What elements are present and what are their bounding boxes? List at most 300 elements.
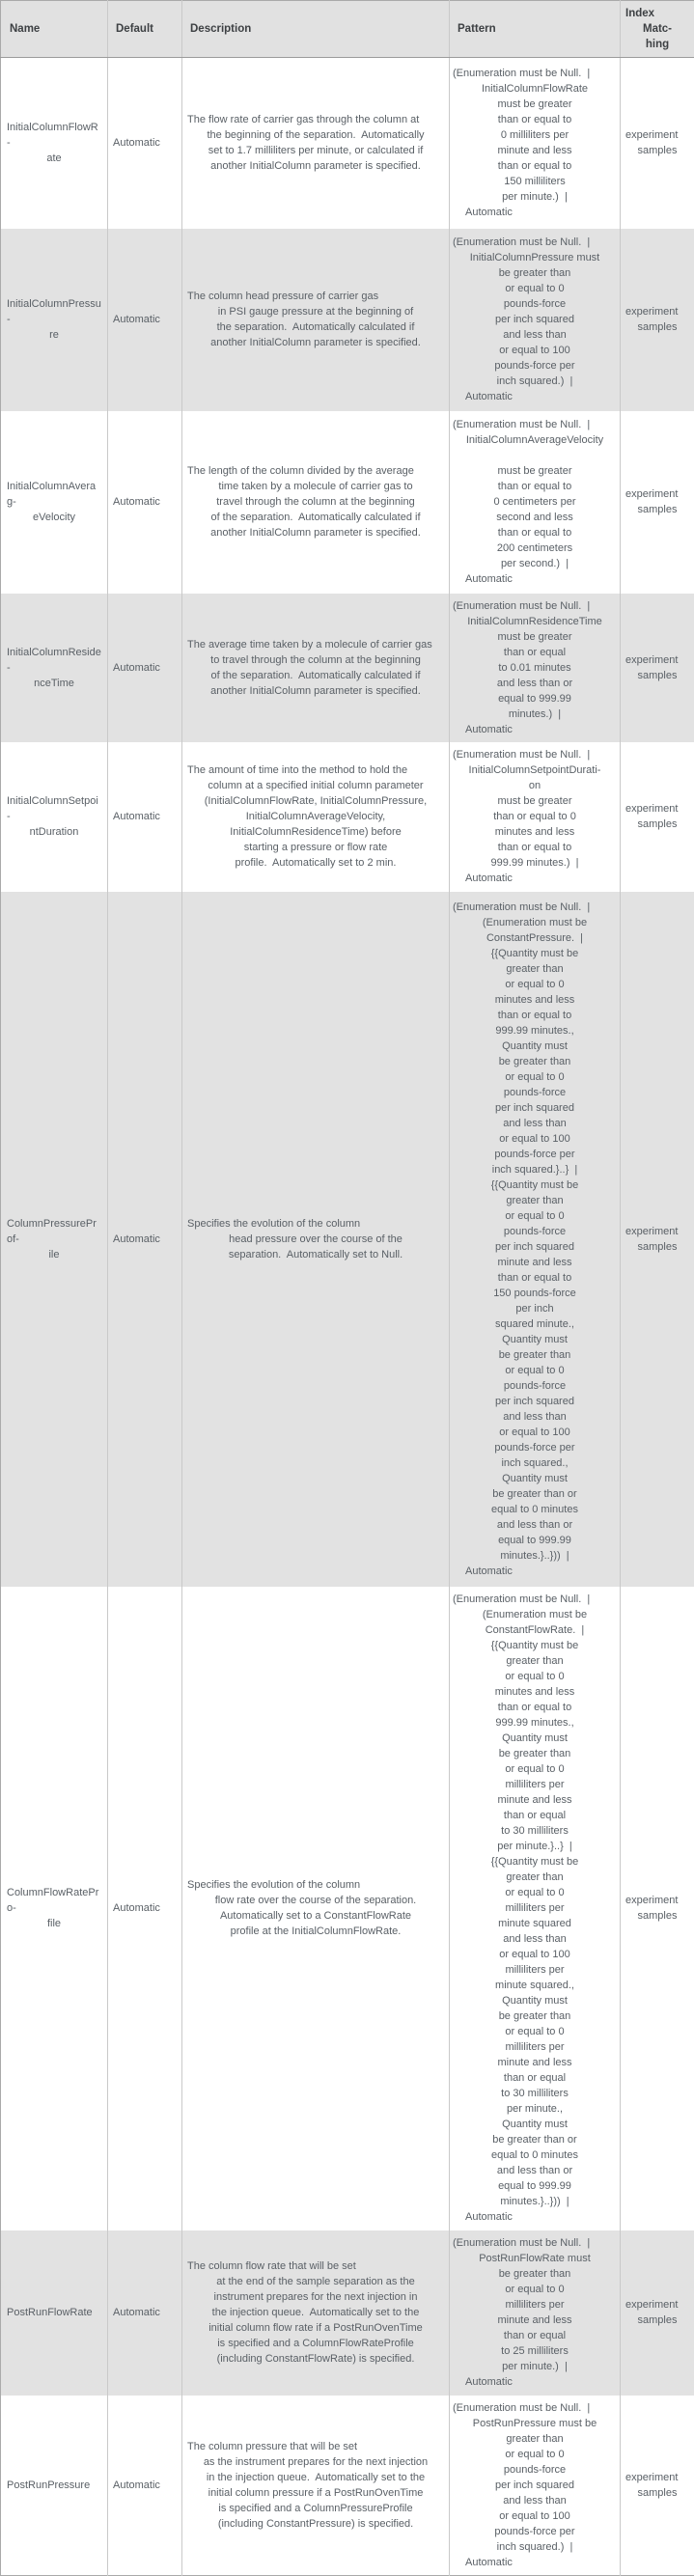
text-line: or equal to 0 [505, 1364, 565, 1376]
text-line: to 0.01 minutes [498, 661, 571, 674]
text-line: than or equal to [497, 1271, 572, 1284]
text-line: Automatic [465, 391, 513, 402]
option-default-value: Automatic [113, 496, 160, 508]
text-line: Specifies the evolution of the column [187, 1879, 361, 1891]
option-description [187, 289, 444, 350]
cell-option-pattern [450, 229, 621, 411]
text-line: InitialColumnFlowRate [481, 83, 589, 96]
option-index-matching [625, 1224, 689, 1255]
option-pattern [453, 900, 617, 1579]
text-line: minutes.}..})) | [500, 2196, 569, 2207]
table-row [1, 892, 694, 1587]
text-line: pounds-force [503, 298, 567, 310]
text-line: nceTime [34, 677, 74, 689]
column-header-description [182, 1, 450, 58]
text-line: starting a pressure or flow rate [243, 842, 388, 853]
text-line: per inch squared [495, 1395, 574, 1407]
text-line: per minute., [506, 2103, 564, 2115]
text-line: to 25 milliliters [501, 2345, 569, 2357]
text-line: is specified and a ColumnPressureProfile [218, 2502, 413, 2514]
option-index-matching [625, 2297, 689, 2328]
text-line: per inch [515, 1302, 554, 1315]
cell-option-pattern [450, 1587, 621, 2230]
text-line: must be greater [497, 630, 572, 643]
text-line: equal to 999.99 [498, 1534, 571, 1546]
text-line: or equal to 0 [505, 283, 565, 294]
text-line: The length of the column divided by the average [187, 465, 414, 477]
text-line: than or equal to [497, 160, 572, 173]
cell-option-index-matching [621, 892, 694, 1587]
cell-option-default [108, 892, 182, 1587]
text-line: be greater than [498, 1348, 571, 1361]
text-line: ntDuration [29, 826, 79, 838]
option-default-value: Automatic [113, 137, 160, 150]
text-line: than or equal to [497, 1009, 572, 1021]
text-line: (Enumeration must be Null. | [453, 599, 591, 612]
text-line: The column flow rate that will be set [187, 2260, 356, 2272]
text-line: file [46, 1918, 62, 1929]
text-line: pounds-force per [494, 1148, 575, 1160]
text-line: equal to 999.99 [498, 692, 571, 705]
table-row [1, 411, 694, 594]
text-line: be greater than [498, 1748, 571, 1759]
cell-option-pattern [450, 411, 621, 594]
text-line: minute and less [497, 1256, 572, 1268]
text-line: samples [637, 504, 678, 515]
text-line: hing [645, 39, 670, 50]
text-line: 999.99 minutes., [495, 1024, 574, 1037]
text-line: 150 pounds-force [493, 1287, 576, 1299]
text-line: second and less [496, 512, 573, 523]
text-line: time taken by a molecule of carrier gas to [218, 481, 413, 492]
text-line: Automatic [465, 2376, 513, 2388]
text-line: The average time taken by a molecule of carrier gas [187, 638, 432, 651]
text-line: and less than [503, 1410, 567, 1423]
text-line: Quantity must [502, 1333, 568, 1345]
cell-option-default [108, 594, 182, 742]
table-row [1, 229, 694, 411]
text-line: The column head pressure of carrier gas [187, 291, 379, 302]
text-line: per inch squared [495, 1240, 574, 1253]
text-line: greater than [506, 1194, 564, 1206]
cell-option-description [182, 2230, 450, 2396]
option-description [187, 762, 444, 871]
text-line: InitialColumnAverageVelocity, [245, 811, 386, 822]
cell-option-default [108, 2230, 182, 2396]
option-default-value: Automatic [113, 1233, 160, 1245]
cell-option-default [108, 742, 182, 892]
cell-option-description [182, 892, 450, 1587]
text-line: initial column pressure if a PostRunOvenTime [208, 2486, 424, 2499]
text-line: InitialColumnResidenceTime) before [230, 826, 402, 838]
text-line: to 30 milliliters [501, 1825, 569, 1837]
text-line: or equal to 0 [505, 1671, 565, 1682]
text-line: PostRunPressure must be [472, 2417, 597, 2429]
text-line: minute and less [497, 2057, 572, 2068]
option-pattern [453, 417, 617, 587]
text-line: ConstantPressure. | [486, 931, 584, 944]
text-line: than or equal [503, 2330, 567, 2341]
cell-option-index-matching [621, 1587, 694, 2230]
text-line: inch squared.) | [496, 375, 573, 387]
text-line: Quantity must [502, 2119, 568, 2130]
text-line: or equal to 100 [499, 1426, 570, 1438]
option-default-value: Automatic [113, 661, 160, 674]
cell-option-description [182, 1587, 450, 2230]
text-line: separation. Automatically set to Null. [228, 1248, 403, 1260]
text-line: InitialColumnAverag- [7, 481, 97, 508]
column-header-name [1, 1, 108, 58]
text-line: or equal to 100 [499, 1132, 570, 1145]
text-line: {{Quantity must be [490, 1856, 579, 1868]
text-line: {{Quantity must be [490, 1178, 579, 1191]
text-line: per minute.) | [502, 191, 568, 204]
cell-option-description [182, 742, 450, 892]
text-line: to travel through the column at the beginning [210, 653, 421, 666]
cell-option-name [1, 58, 108, 229]
text-line: greater than [506, 1871, 564, 1883]
text-line: another InitialColumn parameter is specified. [210, 337, 421, 348]
text-line: 0 milliliters per [500, 129, 569, 142]
cell-option-name [1, 594, 108, 742]
text-line: (Enumeration must be [482, 916, 588, 928]
table-header [1, 1, 694, 58]
option-index-matching [625, 127, 689, 158]
cell-option-index-matching [621, 594, 694, 742]
text-line: (including ConstantPressure) is specified. [217, 2517, 414, 2530]
text-line: Matc- [642, 23, 673, 35]
text-line: minute squared [498, 1918, 571, 1929]
text-line: minutes.) | [508, 707, 562, 720]
text-line: than or equal to [497, 1702, 572, 1713]
text-line: samples [637, 321, 678, 333]
text-line: {{Quantity must be [490, 1640, 579, 1651]
text-line: set to 1.7 milliliters per minute, or calculated if [208, 145, 424, 157]
cell-option-default [108, 411, 182, 594]
cell-option-index-matching [621, 742, 694, 892]
option-index-matching [625, 304, 689, 335]
text-line: be greater than [498, 2268, 571, 2280]
text-line: Automatic [465, 2211, 513, 2223]
option-pattern [453, 1592, 617, 2225]
text-line: pounds-force per [494, 2525, 575, 2537]
text-line: must be greater [497, 98, 572, 111]
text-line: or equal to 0 [505, 1209, 565, 1222]
text-line: 150 milliliters [504, 176, 566, 188]
cell-option-name [1, 742, 108, 892]
text-line: ColumnPressureProf- [7, 1217, 97, 1245]
text-line: ate [46, 152, 62, 165]
header-label [625, 6, 689, 52]
text-line: milliliters per [505, 1779, 565, 1790]
option-default-value: Automatic [113, 2479, 160, 2491]
cell-option-description [182, 58, 450, 229]
option-name [7, 1885, 101, 1931]
text-line: PostRunPressure [7, 2479, 91, 2491]
option-name [7, 296, 101, 343]
option-description [187, 2258, 444, 2367]
text-line: per minute.}..} | [497, 1841, 572, 1852]
cell-option-index-matching [621, 58, 694, 229]
text-line: InitialColumnSetpoi- [7, 795, 98, 822]
text-line: on [528, 780, 541, 791]
option-index-matching [625, 486, 689, 517]
text-line: experiment [625, 653, 679, 666]
option-description [187, 112, 444, 174]
text-line: Quantity must [502, 1472, 568, 1484]
text-line: (Enumeration must be Null. | [453, 900, 591, 913]
option-name [7, 1216, 101, 1262]
text-line: equal to 0 minutes [491, 1503, 578, 1515]
text-line: column at a specified initial column parameter [208, 780, 424, 791]
text-line: minute squared., [495, 1980, 574, 1991]
header-label: Default [116, 23, 153, 35]
text-line: Quantity must [502, 1039, 568, 1052]
text-line: and less than [503, 329, 567, 341]
text-line: inch squared., [501, 1456, 569, 1469]
text-line: experiment [625, 1895, 679, 1906]
text-line: or equal to 100 [499, 2509, 570, 2522]
text-line: (Enumeration must be Null. | [453, 2237, 591, 2249]
cell-option-pattern [450, 892, 621, 1587]
text-line: per inch squared [495, 1101, 574, 1114]
option-name [7, 793, 101, 840]
option-index-matching [625, 652, 689, 683]
cell-option-name [1, 229, 108, 411]
cell-option-default [108, 58, 182, 229]
header-label: Description [190, 23, 252, 35]
text-line: The column pressure that will be set [187, 2440, 358, 2452]
option-pattern [453, 2400, 617, 2570]
cell-option-pattern [450, 58, 621, 229]
cell-option-pattern [450, 742, 621, 892]
text-line: pounds-force [503, 1379, 567, 1392]
text-line: 200 centimeters [496, 542, 573, 554]
text-line: per minute.) | [502, 2361, 568, 2372]
text-line: another InitialColumn parameter is specified. [210, 684, 421, 697]
text-line: as the instrument prepares for the next injection [203, 2455, 429, 2468]
text-line: or equal to 0 [505, 1763, 565, 1775]
text-line: profile at the InitialColumnFlowRate. [230, 1925, 402, 1937]
text-line: milliliters per [505, 2299, 565, 2311]
text-line: and less than or [496, 2165, 573, 2176]
cell-option-index-matching [621, 2396, 694, 2576]
text-line: minutes and less [494, 993, 575, 1006]
text-line: another InitialColumn parameter is specified. [210, 160, 421, 173]
option-index-matching [625, 801, 689, 832]
text-line: than or equal to [497, 527, 572, 539]
cell-option-pattern [450, 2396, 621, 2576]
table-row [1, 2230, 694, 2396]
text-line: InitialColumnAverageVelocity [465, 434, 604, 446]
text-line: minutes and less [494, 1686, 575, 1698]
text-line: pounds-force [503, 1225, 567, 1237]
text-line: or equal to 100 [499, 345, 570, 356]
text-line: experiment [625, 306, 679, 318]
text-line: minute and less [497, 2314, 572, 2326]
text-line: minutes and less [494, 826, 575, 838]
cell-option-default [108, 2396, 182, 2576]
text-line: The amount of time into the method to hold the [187, 764, 408, 776]
text-line: and less than [503, 1117, 567, 1129]
option-pattern [453, 598, 617, 737]
text-line: to 30 milliliters [501, 2088, 569, 2099]
text-line: ConstantFlowRate. | [485, 1624, 585, 1636]
text-line: milliliters per [505, 1964, 565, 1976]
text-line: experiment [625, 488, 679, 500]
text-line: 0 centimeters per [493, 496, 576, 508]
cell-option-description [182, 2396, 450, 2576]
text-line: Quantity must [502, 1995, 568, 2007]
cell-option-default [108, 1587, 182, 2230]
text-line: Index [625, 8, 655, 19]
text-line: Automatically set to a ConstantFlowRate [219, 1910, 412, 1922]
option-name [7, 2478, 101, 2493]
text-line: be greater than or [492, 2134, 577, 2146]
text-line: flow rate over the course of the separation. [214, 1895, 417, 1906]
text-line: pounds-force per [494, 1441, 575, 1454]
text-line: is specified and a ColumnFlowRateProfile [217, 2338, 414, 2349]
text-line: than or equal to [497, 114, 572, 126]
column-header-index-matching [621, 1, 694, 58]
text-line: (Enumeration must be Null. | [453, 236, 591, 248]
text-line: be greater than [498, 2010, 571, 2022]
cell-option-description [182, 411, 450, 594]
text-line: (Enumeration must be Null. | [453, 419, 591, 430]
text-line: samples [637, 669, 678, 681]
text-line: the beginning of the separation. Automatically [207, 129, 425, 142]
text-line: (Enumeration must be Null. | [453, 68, 591, 80]
text-line: experiment [625, 2471, 679, 2483]
text-line: 999.99 minutes.) | [490, 857, 579, 869]
option-description [187, 637, 444, 699]
option-pattern [453, 2235, 617, 2390]
text-line: or equal to 0 [505, 2026, 565, 2037]
text-line: milliliters per [505, 2041, 565, 2053]
column-header-default [108, 1, 182, 58]
option-description [187, 1216, 444, 1262]
text-line: travel through the column at the beginning [216, 496, 415, 508]
text-line: ile [48, 1248, 60, 1260]
text-line: than or equal to [497, 842, 572, 853]
text-line: be greater than [498, 1055, 571, 1067]
text-line: the injection queue. Automatically set to the [211, 2307, 420, 2318]
text-line: at the end of the sample separation as the [216, 2276, 415, 2287]
text-line: InitialColumnResidenceTime [467, 615, 602, 627]
text-line: 999.99 minutes., [495, 1717, 574, 1729]
text-line: per inch squared [495, 2479, 574, 2491]
text-line: experiment [625, 129, 679, 142]
text-line: Automatic [465, 1565, 513, 1577]
text-line: another InitialColumn parameter is specified. [210, 527, 421, 539]
option-index-matching [625, 1893, 689, 1924]
text-line: than or equal to [497, 481, 572, 492]
text-line: or equal to 0 [505, 978, 565, 990]
option-name [7, 2305, 101, 2320]
cell-option-name [1, 411, 108, 594]
table-row [1, 594, 694, 742]
text-line: Automatic [465, 2556, 513, 2568]
text-line: samples [637, 2486, 678, 2499]
text-line: Automatic [465, 873, 513, 884]
cell-option-index-matching [621, 2230, 694, 2396]
text-line: experiment [625, 803, 679, 815]
text-line: in PSI gauge pressure at the beginning of [217, 306, 414, 318]
text-line: inch squared.}..} | [491, 1163, 578, 1176]
table-row [1, 58, 694, 229]
text-line: or equal to 100 [499, 1949, 570, 1960]
text-line: samples [637, 818, 678, 830]
option-name [7, 120, 101, 166]
text-line: or equal to 0 [505, 1070, 565, 1083]
cell-option-name [1, 2230, 108, 2396]
option-pattern [453, 235, 617, 404]
text-line: samples [637, 2314, 678, 2326]
text-line: minute and less [497, 1794, 572, 1806]
cell-option-index-matching [621, 411, 694, 594]
text-line: be greater than [498, 267, 571, 279]
text-line: InitialColumnPressu- [7, 298, 101, 325]
text-line: Specifies the evolution of the column [187, 1217, 361, 1230]
text-line: ColumnFlowRatePro- [7, 1887, 99, 1914]
text-line: be greater than or [492, 1487, 577, 1500]
cell-option-name [1, 892, 108, 1587]
text-line: greater than [506, 962, 564, 975]
text-line: and less than [503, 1933, 567, 1945]
text-line: pounds-force [503, 2463, 567, 2476]
option-name [7, 479, 101, 525]
text-line: Automatic [465, 573, 513, 585]
text-line: and less than [503, 2494, 567, 2507]
option-pattern [453, 66, 617, 220]
cell-option-name [1, 1587, 108, 2230]
text-line: must be greater [497, 465, 572, 477]
table-body [1, 58, 694, 2576]
text-line: samples [637, 1240, 678, 1253]
cell-option-default [108, 229, 182, 411]
option-default-value: Automatic [113, 1902, 160, 1914]
text-line: or equal to 0 [505, 2284, 565, 2295]
text-line: than or equal [503, 646, 567, 658]
table-row [1, 742, 694, 892]
text-line: in the injection queue. Automatically set to the [206, 2471, 426, 2483]
option-description [187, 2439, 444, 2532]
table-header-row [1, 1, 694, 58]
option-name [7, 645, 101, 691]
text-line: pounds-force [503, 1086, 567, 1098]
cell-option-description [182, 229, 450, 411]
option-default-value: Automatic [113, 811, 160, 822]
text-line: than or equal to 0 [493, 811, 576, 822]
cell-option-description [182, 594, 450, 742]
text-line: than or equal [503, 2072, 567, 2084]
text-line: InitialColumnSetpointDurati- [468, 764, 601, 776]
text-line: profile. Automatically set to 2 min. [235, 857, 397, 869]
cell-option-pattern [450, 594, 621, 742]
column-header-pattern [450, 1, 621, 58]
text-line: minute and less [497, 145, 572, 157]
text-line: Automatic [465, 207, 513, 219]
text-line: head pressure over the course of the [229, 1233, 403, 1245]
option-description [187, 1877, 444, 1939]
text-line: inch squared.) | [496, 2540, 573, 2553]
text-line: eVelocity [32, 512, 76, 523]
text-line: squared minute., [495, 1317, 574, 1330]
text-line: Quantity must [502, 1732, 568, 1744]
text-line: PostRunFlowRate [7, 2307, 93, 2318]
option-index-matching [625, 2470, 689, 2501]
text-line: samples [637, 145, 678, 157]
